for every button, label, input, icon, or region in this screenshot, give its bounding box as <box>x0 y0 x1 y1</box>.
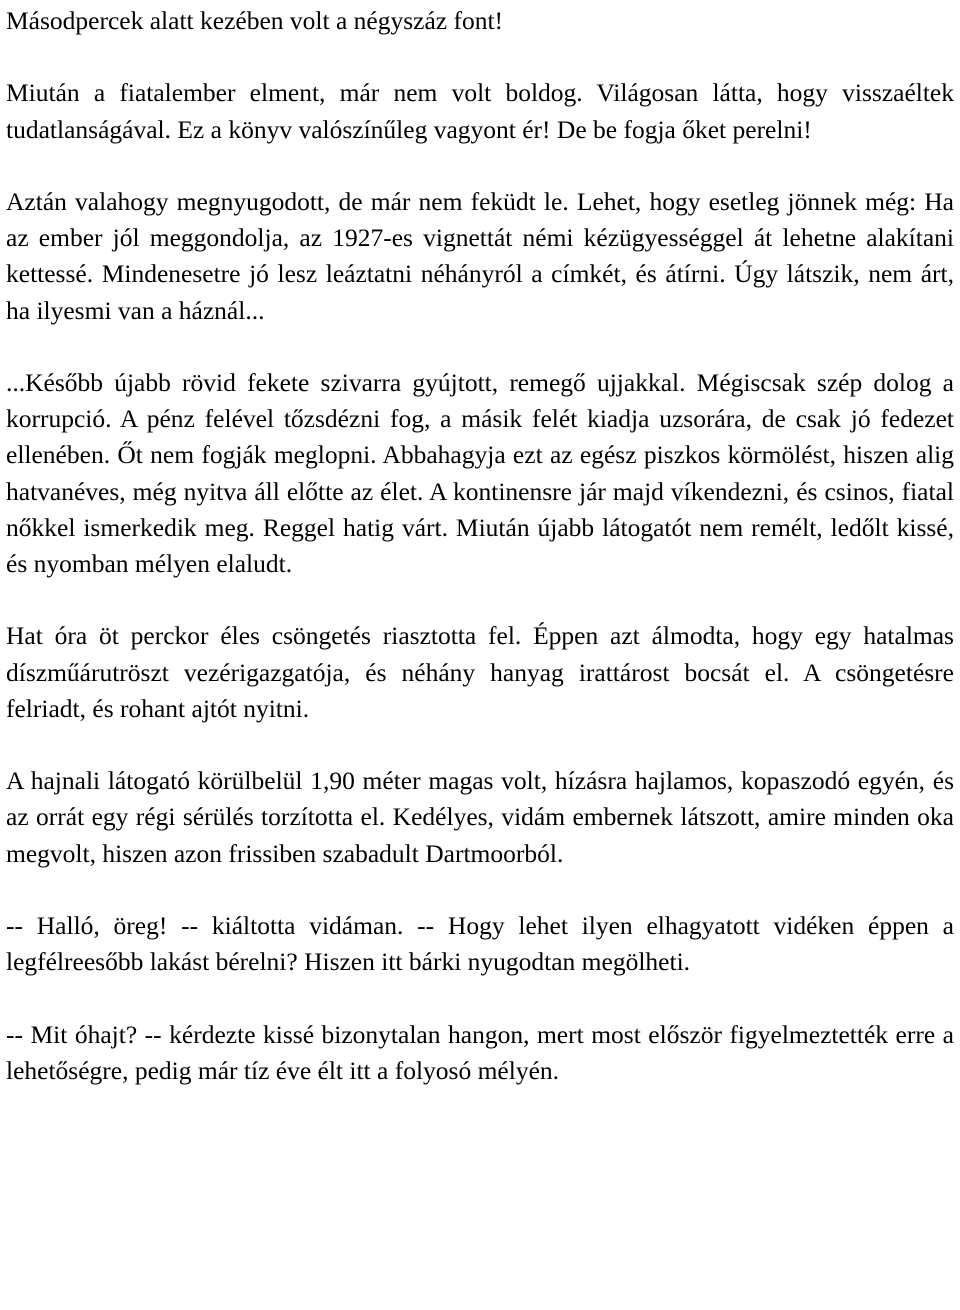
paragraph-8: -- Mit óhajt? -- kérdezte kissé bizonytalan hangon, mert most először figyelmeztették erre a lehetőségre, pedig már tíz éve élt itt a folyosó mélyén. <box>6 1019 954 1085</box>
paragraph-5: Hat óra öt perckor éles csöngetés riasztotta fel. Éppen azt álmodta, hogy egy hatalmas díszműárutröszt vezérigazgatója, és néhány hanyag irattárost bocsát el. A csöngetésre felriadt, és rohant ajtót nyitni. <box>6 621 954 723</box>
paragraph-1: Másodpercek alatt kezében volt a négyszáz font! <box>6 6 504 35</box>
paragraph-7: -- Halló, öreg! -- kiáltotta vidáman. -- Hogy lehet ilyen elhagyatott vidéken éppen a legfélreesőbb lakást bérelni? Hiszen itt bárki nyugodtan megölheti. <box>6 910 954 977</box>
paragraph-4: ...Később újabb rövid fekete szivarra gyújtott, remegő ujjakkal. Mégiscsak szép dolog a korrupció. A pénz felével tőzsdézni fog, a másik felét kiadja uzsorára, de csak jó fedezet ellenében. Őt nem fogják meglopni. Abbahagyja ezt az egész piszkos körmölést, hiszen alig hatvanéves, még nyitva áll előtte az élet. A kontinensre jár majd víkendezni, és csinos, fiatal nőkkel ismerkedik meg. Reggel hatig várt. Miután újabb látogatót nem remélt, ledőlt kissé, és nyomban mélyen elaludt. <box>6 367 954 578</box>
document-page <box>6 3 954 1125</box>
paragraph-2: Miután a fiatalember elment, már nem volt boldog. Világosan látta, hogy visszaéltek tudatlanságával. Ez a könyv valószínűleg vagyont ér! De be fogja őket perelni! <box>6 78 954 144</box>
paragraph-6: A hajnali látogató körülbelül 1,90 méter magas volt, hízásra hajlamos, kopaszodó egyén, és az orrát egy régi sérülés torzította el. Kedélyes, vidám embernek látszott, amire minden oka megvolt, hiszen azon frissiben szabadult Dartmoorból. <box>6 766 954 868</box>
paragraph-3: Aztán valahogy megnyugodott, de már nem feküdt le. Lehet, hogy esetleg jönnek még: Ha az ember jól meggondolja, az 1927-es vignettát némi kézügyességgel át lehetne alakítani kettessé. Mindenesetre jó lesz leáztatni néhányról a címkét, és átírni. Úgy látszik, nem árt, ha ilyesmi van a háznál... <box>6 186 954 325</box>
